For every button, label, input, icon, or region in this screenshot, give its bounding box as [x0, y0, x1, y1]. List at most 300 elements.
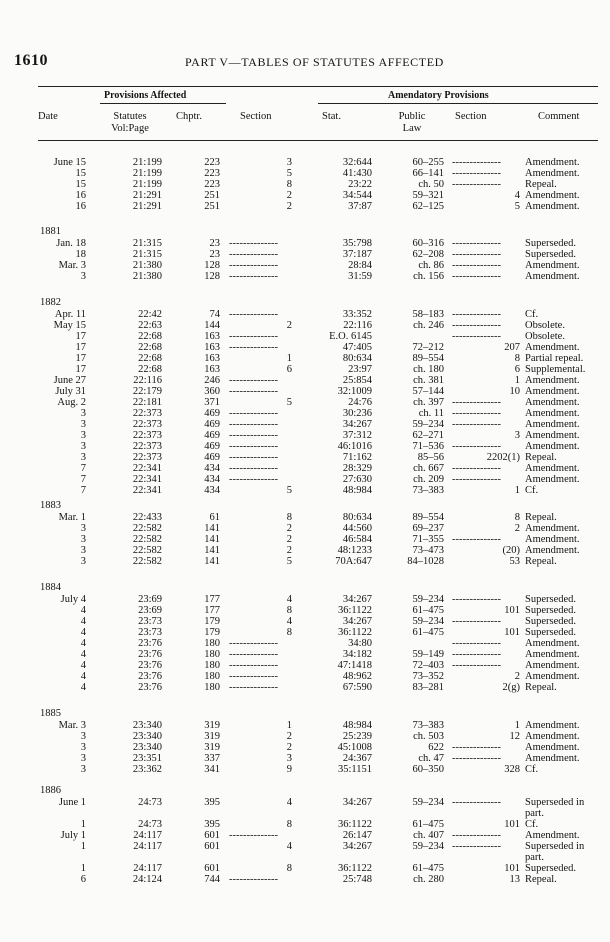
row-chapter: 141: [204, 523, 220, 534]
row-amend-section: 2(g): [502, 682, 520, 693]
row-chapter: 469: [204, 452, 220, 463]
row-amend-section-leader: --------------: [452, 408, 501, 419]
row-statute: 21:199: [132, 179, 162, 190]
row-statute: 22:68: [138, 331, 162, 342]
row-statute: 22:181: [132, 397, 162, 408]
row-section-leader: --------------: [229, 649, 278, 660]
row-statute: 23:340: [132, 720, 162, 731]
row-statute: 23:69: [138, 594, 162, 605]
row-amend-section-leader: --------------: [452, 168, 501, 179]
row-statute: 24:117: [133, 841, 162, 852]
row-amend-stat: 37:312: [342, 430, 372, 441]
row-comment: Amendment.: [525, 271, 580, 282]
row-section: 2: [286, 534, 292, 545]
row-chapter: 744: [204, 874, 220, 885]
table-row: [0, 764, 610, 775]
header-stat: Stat.: [322, 111, 341, 122]
row-chapter: 319: [204, 720, 220, 731]
row-amend-section-leader: --------------: [452, 260, 501, 271]
row-comment: Repeal.: [525, 556, 557, 567]
row-date: 3: [80, 545, 86, 556]
row-comment: Amendment.: [525, 660, 580, 671]
row-amend-section: 328: [504, 764, 520, 775]
row-statute: 23:76: [138, 638, 162, 649]
row-amend-section-leader: --------------: [452, 753, 501, 764]
row-statute: 22:582: [132, 556, 162, 567]
row-comment: Amendment.: [525, 742, 580, 753]
row-public-law: ch. 50: [418, 179, 444, 190]
row-statute: 22:373: [132, 441, 162, 452]
row-chapter: 395: [204, 797, 220, 808]
row-amend-stat: 41:430: [342, 168, 372, 179]
row-chapter: 180: [204, 638, 220, 649]
table-row: [0, 179, 610, 190]
row-public-law: 73–383: [412, 720, 444, 731]
row-comment: Amendment.: [525, 201, 580, 212]
row-amend-stat: 80:634: [342, 353, 372, 364]
provisions-rule: [100, 103, 226, 104]
row-date: 3: [80, 419, 86, 430]
row-amend-section-leader: --------------: [452, 649, 501, 660]
top-rule: [38, 86, 598, 87]
row-date: 3: [80, 764, 86, 775]
running-title: PART V—TABLES OF STATUTES AFFECTED: [185, 55, 444, 69]
row-chapter: 319: [204, 731, 220, 742]
row-statute: 23:76: [138, 660, 162, 671]
row-amend-section: 3: [514, 430, 520, 441]
row-amend-section: 12: [509, 731, 520, 742]
row-public-law: 89–554: [412, 512, 444, 523]
page-header: [0, 52, 610, 72]
row-section: 3: [286, 753, 292, 764]
row-amend-section-leader: --------------: [452, 463, 501, 474]
row-date: 3: [80, 271, 86, 282]
row-public-law: ch. 381: [413, 375, 444, 386]
row-public-law: 73–352: [412, 671, 444, 682]
row-statute: 24:117: [133, 830, 162, 841]
row-amend-stat: 24:76: [348, 397, 372, 408]
row-public-law: ch. 47: [418, 753, 444, 764]
row-public-law: 89–554: [412, 353, 444, 364]
row-public-law: ch. 86: [418, 260, 444, 271]
row-section-leader: --------------: [229, 386, 278, 397]
row-section: 4: [286, 616, 292, 627]
row-comment: Amendment.: [525, 441, 580, 452]
row-amend-stat: 67:590: [342, 682, 372, 693]
row-statute: 22:582: [132, 523, 162, 534]
row-section: 8: [286, 627, 292, 638]
row-comment: Amendment.: [525, 419, 580, 430]
row-section: 2: [286, 545, 292, 556]
row-public-law: 62–271: [412, 430, 444, 441]
table-row: [0, 753, 610, 764]
row-statute: 21:315: [132, 238, 162, 249]
row-date: 4: [80, 605, 86, 616]
row-section-leader: --------------: [229, 419, 278, 430]
row-public-law: 62–208: [412, 249, 444, 260]
row-statute: 22:179: [132, 386, 162, 397]
table-row: [0, 190, 610, 201]
row-amend-section-leader: --------------: [452, 320, 501, 331]
row-public-law: ch. 180: [413, 364, 444, 375]
row-date: Apr. 11: [54, 309, 86, 320]
table-row: [0, 375, 610, 386]
row-public-law: ch. 503: [413, 731, 444, 742]
row-amend-section-leader: --------------: [452, 616, 501, 627]
row-comment: part.: [525, 808, 544, 819]
row-date: 17: [75, 331, 86, 342]
row-chapter: 223: [204, 179, 220, 190]
table-row: [0, 874, 610, 885]
row-public-law: ch. 397: [413, 397, 444, 408]
row-comment: Obsolete.: [525, 331, 565, 342]
row-comment: Amendment.: [525, 430, 580, 441]
row-section-leader: --------------: [229, 441, 278, 452]
row-amend-stat: 32:644: [342, 157, 372, 168]
row-public-law: 72–212: [412, 342, 444, 353]
row-statute: 21:380: [132, 260, 162, 271]
row-statute: 23:351: [132, 753, 162, 764]
row-comment: Amendment.: [525, 720, 580, 731]
row-statute: 23:362: [132, 764, 162, 775]
row-amend-section: 1: [514, 720, 520, 731]
year-label: 1885: [40, 708, 61, 719]
table-row: [0, 660, 610, 671]
year-label: 1886: [40, 785, 61, 796]
row-comment: Amendment.: [525, 463, 580, 474]
row-amend-section: 10: [509, 386, 520, 397]
row-section: 5: [286, 397, 292, 408]
row-comment: Amendment.: [525, 638, 580, 649]
table-row: [0, 605, 610, 616]
row-amend-section-leader: --------------: [452, 797, 501, 808]
row-amend-section-leader: --------------: [452, 534, 501, 545]
row-amend-stat: 48:984: [342, 720, 372, 731]
row-comment: Amendment.: [525, 386, 580, 397]
row-amend-stat: 28:84: [348, 260, 372, 271]
row-date: 3: [80, 430, 86, 441]
row-section: 2: [286, 742, 292, 753]
row-section: 8: [286, 179, 292, 190]
row-amend-section: 101: [504, 627, 520, 638]
row-chapter: 246: [204, 375, 220, 386]
row-statute: 22:373: [132, 419, 162, 430]
row-comment: Superseded.: [525, 238, 577, 249]
row-public-law: 61–475: [412, 605, 444, 616]
row-public-law: 85–56: [417, 452, 444, 463]
table-row: [0, 397, 610, 408]
row-comment: Repeal.: [525, 452, 557, 463]
row-amend-stat: 35:798: [342, 238, 372, 249]
row-date: 17: [75, 342, 86, 353]
row-statute: 22:373: [132, 430, 162, 441]
row-public-law: 61–475: [412, 627, 444, 638]
row-comment: Amendment.: [525, 397, 580, 408]
row-amend-section: 1: [514, 375, 520, 386]
row-amend-section: 101: [504, 863, 520, 874]
table-row: [0, 649, 610, 660]
row-statute: 21:380: [132, 271, 162, 282]
row-amend-section: 101: [504, 819, 520, 830]
row-chapter: 469: [204, 408, 220, 419]
row-date: 1: [80, 841, 86, 852]
row-amend-section-leader: --------------: [452, 397, 501, 408]
row-public-law: 59–321: [412, 190, 444, 201]
row-public-law: 61–475: [412, 863, 444, 874]
row-section-leader: --------------: [229, 408, 278, 419]
year-label: 1882: [40, 297, 61, 308]
amendatory-rule: [318, 103, 598, 104]
row-amend-section: 207: [504, 342, 520, 353]
row-comment: Amendment.: [525, 523, 580, 534]
row-amend-stat: 23:22: [348, 179, 372, 190]
row-comment: Cf.: [525, 819, 539, 830]
row-amend-stat: 71:162: [342, 452, 372, 463]
row-date: 7: [80, 485, 86, 496]
row-chapter: 128: [204, 260, 220, 271]
table-row: [0, 808, 610, 819]
row-amend-stat: 31:59: [348, 271, 372, 282]
table-row: [0, 386, 610, 397]
row-amend-stat: 34:544: [342, 190, 372, 201]
row-comment: Amendment.: [525, 260, 580, 271]
row-amend-stat: 45:1008: [337, 742, 372, 753]
row-public-law: 83–281: [412, 682, 444, 693]
page-number: 1610: [14, 52, 48, 69]
row-chapter: 223: [204, 157, 220, 168]
row-date: July 4: [60, 594, 86, 605]
row-date: Mar. 3: [58, 260, 86, 271]
row-public-law: 71–536: [412, 441, 444, 452]
row-amend-section: 6: [514, 364, 520, 375]
row-comment: Superseded.: [525, 594, 577, 605]
row-chapter: 371: [204, 397, 220, 408]
row-statute: 22:373: [132, 452, 162, 463]
amendatory-provisions-header: Amendatory Provisions: [388, 90, 489, 101]
row-statute: 23:76: [138, 649, 162, 660]
table-row: [0, 841, 610, 852]
row-amend-stat: 48:962: [342, 671, 372, 682]
row-amend-section: 101: [504, 605, 520, 616]
row-comment: Repeal.: [525, 512, 557, 523]
row-date: 3: [80, 441, 86, 452]
row-amend-section: 8: [514, 353, 520, 364]
row-public-law: 66–141: [412, 168, 444, 179]
table-row: [0, 742, 610, 753]
row-comment: Amendment.: [525, 408, 580, 419]
table-row: [0, 627, 610, 638]
row-date: Jan. 18: [56, 238, 86, 249]
row-statute: 22:341: [132, 485, 162, 496]
row-chapter: 141: [204, 556, 220, 567]
table-row: [0, 238, 610, 249]
row-date: June 27: [53, 375, 86, 386]
row-amend-stat: 47:1418: [337, 660, 372, 671]
row-statute: 22:68: [138, 353, 162, 364]
row-date: Mar. 3: [58, 720, 86, 731]
row-amend-stat: 48:984: [342, 485, 372, 496]
row-comment: Amendment.: [525, 474, 580, 485]
header-statutes: Statutes Vol:Page: [111, 111, 149, 134]
row-statute: 23:340: [132, 731, 162, 742]
row-section-leader: --------------: [229, 463, 278, 474]
row-amend-section: 13: [509, 874, 520, 885]
row-chapter: 180: [204, 649, 220, 660]
row-statute: 24:117: [133, 863, 162, 874]
row-comment: Amendment.: [525, 342, 580, 353]
row-chapter: 128: [204, 271, 220, 282]
row-public-law: ch. 209: [413, 474, 444, 485]
row-section: 4: [286, 797, 292, 808]
row-amend-section-leader: --------------: [452, 638, 501, 649]
header-comment: Comment: [538, 111, 580, 122]
row-chapter: 434: [204, 474, 220, 485]
row-public-law: 59–234: [412, 841, 444, 852]
row-date: 4: [80, 660, 86, 671]
row-amend-stat: 36:1122: [337, 627, 372, 638]
table-row: [0, 452, 610, 463]
table-row: [0, 523, 610, 534]
row-date: 4: [80, 649, 86, 660]
row-section-leader: --------------: [229, 260, 278, 271]
row-comment: Amendment.: [525, 190, 580, 201]
row-public-law: ch. 156: [413, 271, 444, 282]
row-date: 3: [80, 753, 86, 764]
row-chapter: 141: [204, 534, 220, 545]
row-section-leader: --------------: [229, 474, 278, 485]
row-amend-stat: 34:267: [342, 616, 372, 627]
row-amend-section: 8: [514, 512, 520, 523]
table-row: [0, 419, 610, 430]
row-public-law: ch. 280: [413, 874, 444, 885]
row-statute: 22:582: [132, 545, 162, 556]
row-statute: 22:373: [132, 408, 162, 419]
row-amend-stat: 70A:647: [335, 556, 372, 567]
table-row: [0, 320, 610, 331]
row-date: 3: [80, 742, 86, 753]
table-row: [0, 408, 610, 419]
row-section: 8: [286, 512, 292, 523]
header-bottom-rule: [38, 140, 598, 141]
row-public-law: 73–473: [412, 545, 444, 556]
row-section-leader: --------------: [229, 638, 278, 649]
row-amend-section-leader: --------------: [452, 271, 501, 282]
row-public-law: 59–234: [412, 797, 444, 808]
row-statute: 21:199: [132, 157, 162, 168]
row-statute: 23:69: [138, 605, 162, 616]
row-chapter: 337: [204, 753, 220, 764]
row-date: May 15: [53, 320, 86, 331]
table-row: [0, 331, 610, 342]
row-date: 4: [80, 682, 86, 693]
row-chapter: 179: [204, 627, 220, 638]
row-comment: Amendment.: [525, 157, 580, 168]
row-public-law: 59–149: [412, 649, 444, 660]
row-statute: 23:340: [132, 742, 162, 753]
row-amend-stat: 22:116: [343, 320, 372, 331]
row-public-law: 84–1028: [407, 556, 444, 567]
row-public-law: ch. 246: [413, 320, 444, 331]
row-comment: Amendment.: [525, 375, 580, 386]
row-statute: 22:63: [138, 320, 162, 331]
table-row: [0, 797, 610, 808]
row-section-leader: --------------: [229, 874, 278, 885]
row-amend-section: 1: [514, 485, 520, 496]
row-chapter: 319: [204, 742, 220, 753]
row-section: 1: [286, 720, 292, 731]
row-comment: Cf.: [525, 764, 539, 775]
row-section-leader: --------------: [229, 271, 278, 282]
row-statute: 23:76: [138, 682, 162, 693]
row-statute: 21:199: [132, 168, 162, 179]
provisions-affected-header: Provisions Affected: [104, 90, 187, 101]
row-chapter: 23: [209, 249, 220, 260]
row-amend-stat: 37:187: [342, 249, 372, 260]
row-chapter: 251: [204, 190, 220, 201]
row-amend-stat: 36:1122: [337, 605, 372, 616]
table-row: [0, 671, 610, 682]
row-amend-stat: 34:182: [342, 649, 372, 660]
table-row: [0, 720, 610, 731]
row-statute: 22:341: [132, 463, 162, 474]
table-row: [0, 594, 610, 605]
row-date: 18: [75, 249, 86, 260]
table-row: [0, 512, 610, 523]
table-row: [0, 271, 610, 282]
table-row: [0, 260, 610, 271]
table-row: [0, 168, 610, 179]
table-row: [0, 474, 610, 485]
row-chapter: 434: [204, 485, 220, 496]
row-statute: 24:124: [132, 874, 162, 885]
row-public-law: 60–350: [412, 764, 444, 775]
row-amend-section-leader: --------------: [452, 179, 501, 190]
row-comment: Superseded.: [525, 605, 577, 616]
row-chapter: 163: [204, 353, 220, 364]
row-date: 15: [75, 168, 86, 179]
row-amend-stat: 44:560: [342, 523, 372, 534]
row-statute: 22:433: [132, 512, 162, 523]
row-section-leader: --------------: [229, 238, 278, 249]
row-amend-section-leader: --------------: [452, 830, 501, 841]
row-statute: 21:291: [132, 201, 162, 212]
table-row: [0, 430, 610, 441]
row-chapter: 223: [204, 168, 220, 179]
row-amend-section: (20): [502, 545, 520, 556]
row-amend-section-leader: --------------: [452, 474, 501, 485]
row-section: 6: [286, 364, 292, 375]
header-section: Section: [240, 111, 272, 122]
row-date: 4: [80, 616, 86, 627]
row-section-leader: --------------: [229, 375, 278, 386]
row-public-law: 71–355: [412, 534, 444, 545]
table-row: [0, 819, 610, 830]
row-chapter: 177: [204, 594, 220, 605]
row-comment: Amendment.: [525, 545, 580, 556]
row-date: 4: [80, 638, 86, 649]
row-statute: 23:76: [138, 671, 162, 682]
row-date: July 1: [60, 830, 86, 841]
row-comment: part.: [525, 852, 544, 863]
row-chapter: 179: [204, 616, 220, 627]
row-statute: 23:73: [138, 627, 162, 638]
row-comment: Superseded in: [525, 797, 585, 808]
row-public-law: 72–403: [412, 660, 444, 671]
row-comment: Amendment.: [525, 534, 580, 545]
row-public-law: 69–237: [412, 523, 444, 534]
row-date: 4: [80, 627, 86, 638]
table-row: [0, 556, 610, 567]
